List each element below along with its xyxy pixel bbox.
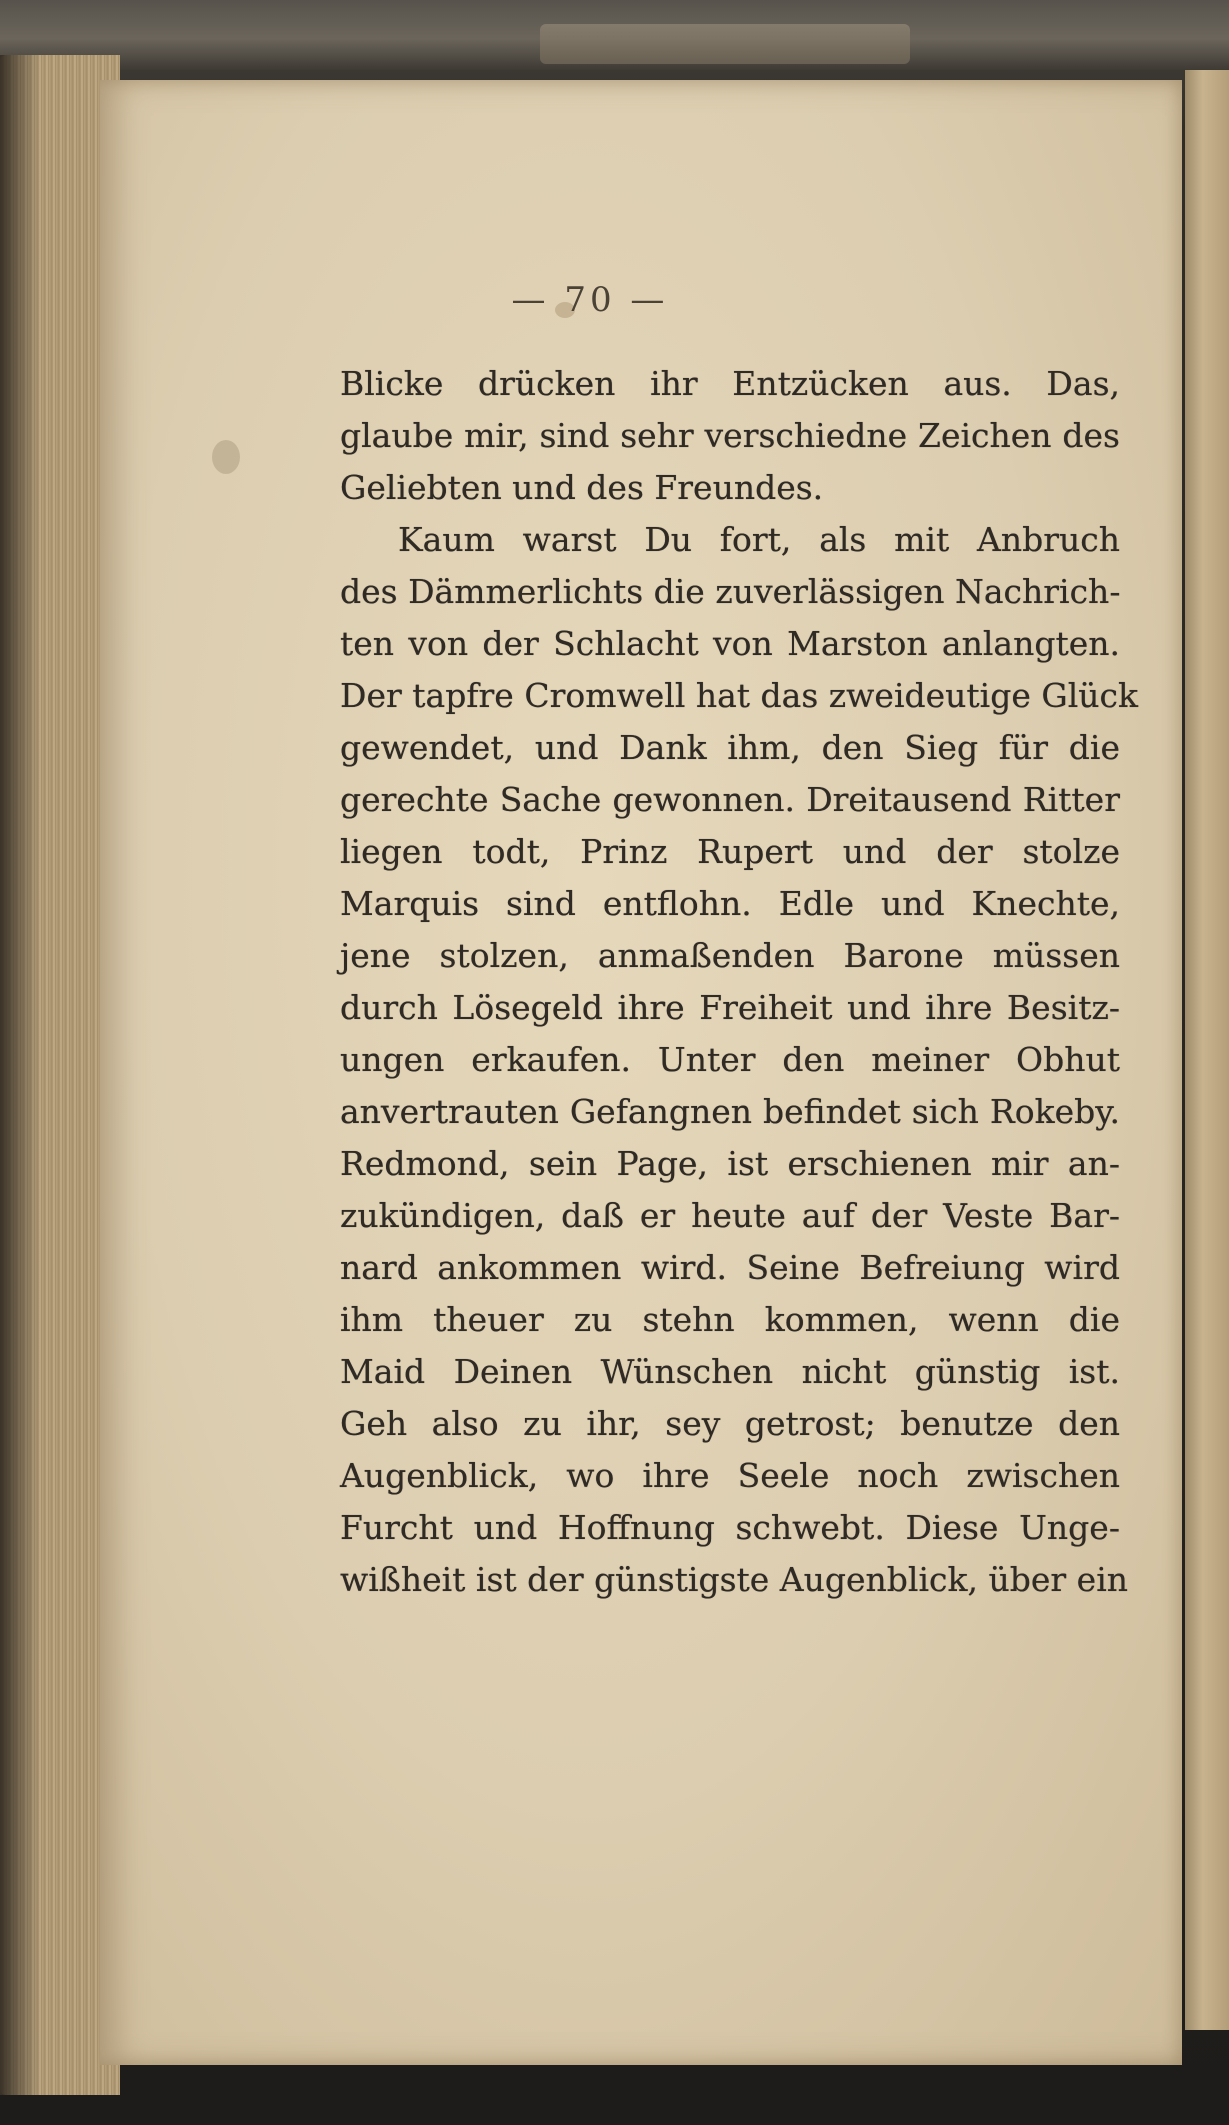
text-line: Furcht und Hoffnung schwebt. Diese Unge- <box>340 1508 1120 1547</box>
text-line: nard ankommen wird. Seine Befreiung wird <box>340 1248 1120 1287</box>
text-line: gewendet, und Dank ihm, den Sieg für die <box>340 728 1120 767</box>
paper-stain <box>212 440 240 474</box>
text-line: jene stolzen, anmaßenden Barone müssen <box>340 936 1120 975</box>
page-number: — 70 — <box>511 280 669 320</box>
text-line: Kaum warst Du fort, als mit Anbruch <box>398 520 1120 559</box>
text-line: Marquis sind entflohn. Edle und Knechte, <box>340 884 1120 923</box>
text-line: ungen erkaufen. Unter den meiner Obhut <box>340 1040 1120 1079</box>
text-line: ten von der Schlacht von Marston anlangten. <box>340 624 1120 663</box>
text-line: des Dämmerlichts die zuverlässigen Nachrich- <box>340 572 1121 611</box>
text-line: liegen todt, Prinz Rupert und der stolze <box>340 832 1120 871</box>
body-text <box>340 358 1139 1606</box>
text-line: Blicke drücken ihr Entzücken aus. Das, <box>340 364 1120 403</box>
text-line: ihm theuer zu stehn kommen, wenn die <box>340 1300 1120 1339</box>
text-line: Der tapfre Cromwell hat das zweideutige Glück <box>340 676 1139 715</box>
text-line: gerechte Sache gewonnen. Dreitausend Ritter <box>340 780 1120 819</box>
adjacent-page-edge <box>1185 70 1229 2030</box>
text-line: glaube mir, sind sehr verschiedne Zeichen des <box>340 416 1120 455</box>
text-line: Augenblick, wo ihre Seele noch zwischen <box>340 1456 1120 1495</box>
text-line: Geliebten und des Freundes. <box>340 468 824 507</box>
text-line: wißheit ist der günstigste Augenblick, über ein <box>340 1560 1129 1599</box>
text-line: durch Lösegeld ihre Freiheit und ihre Besitz- <box>340 988 1120 1027</box>
text-line: Redmond, sein Page, ist erschienen mir an- <box>340 1144 1120 1183</box>
text-line: anvertrauten Gefangnen befindet sich Rokeby. <box>340 1092 1120 1131</box>
page-edges-shadow <box>0 55 40 2095</box>
text-line: Geh also zu ihr, sey getrost; benutze den <box>340 1404 1120 1443</box>
text-line: zukündigen, daß er heute auf der Veste Bar- <box>340 1196 1120 1235</box>
text-line: Maid Deinen Wünschen nicht günstig ist. <box>340 1352 1120 1391</box>
cover-fold <box>540 24 910 64</box>
